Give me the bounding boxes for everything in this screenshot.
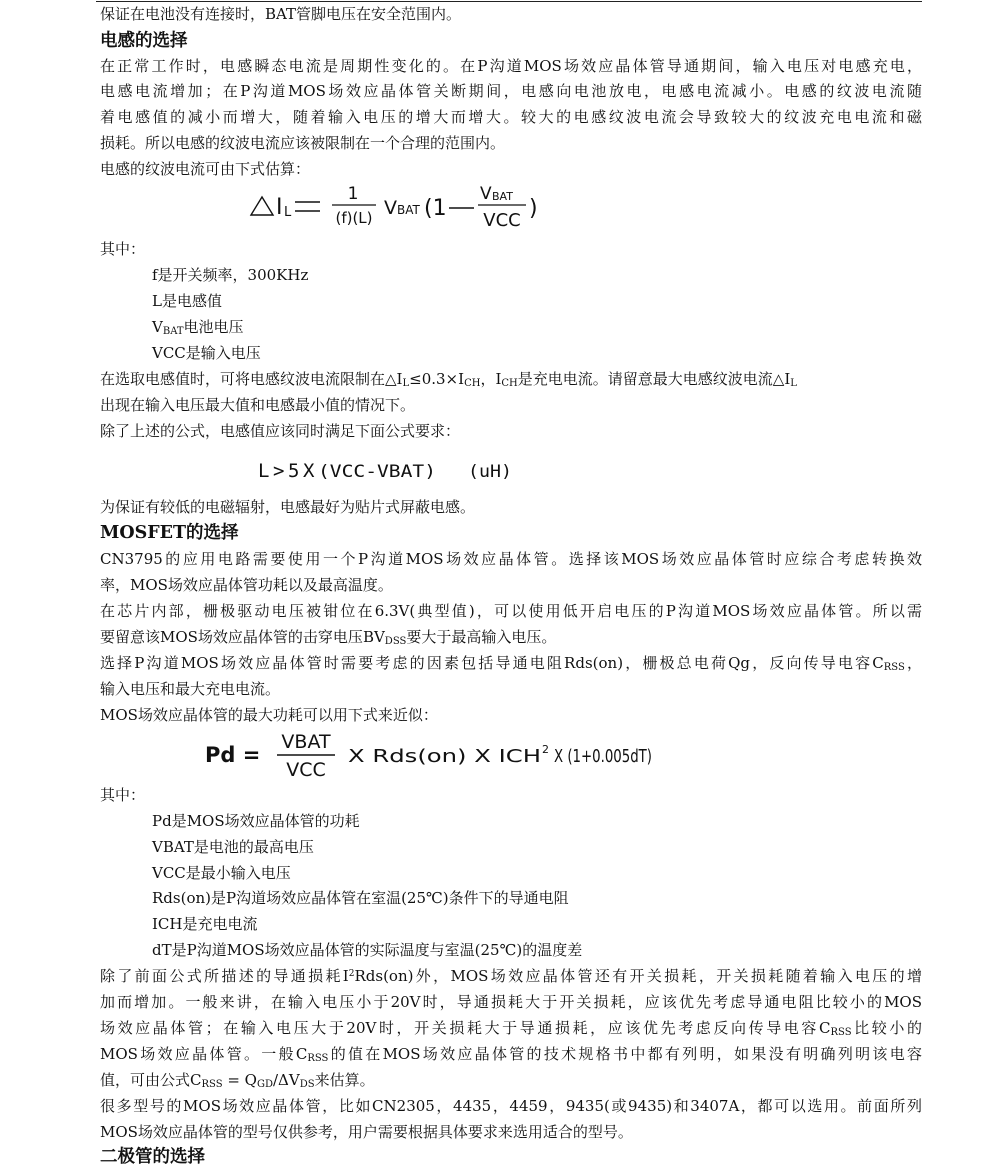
definition-item: VBAT是电池的最高电压: [152, 838, 314, 856]
top-rule: [96, 1, 922, 2]
text-line: 在选取电感值时，可将电感纹波电流限制在$\triangle I_L\le 0.3\times I_{CH}$，$I_{CH}$是充电电流。请留意最大电感纹波电流$\triangle I_L$: [100, 370, 797, 389]
svg-text:(VCC-VBAT): (VCC-VBAT): [318, 462, 436, 482]
svg-text:5: 5: [288, 460, 300, 482]
svg-text:I: I: [276, 195, 283, 220]
power-dissipation-formula-graphic: [204, 731, 664, 781]
svg-text:X: X: [303, 460, 315, 482]
svg-text:VBAT: VBAT: [281, 731, 331, 753]
svg-text:V: V: [480, 184, 492, 204]
svg-text:2: 2: [542, 743, 549, 756]
definition-item: VCC是输入电压: [152, 344, 261, 362]
text-line: 为保证有较低的电磁辐射，电感最好为贴片式屏蔽电感。: [100, 498, 476, 516]
text-line: CN3795的应用电路需要使用一个P沟道MOS场效应晶体管。选择该MOS场效应晶体管时应综合考虑转换效: [100, 550, 922, 568]
text-line: 其中：: [100, 786, 146, 804]
definition-item: VCC是最小输入电压: [152, 864, 291, 882]
definition-item: f是开关频率，300KHz: [152, 266, 309, 284]
definition-item: L是电感值: [152, 292, 222, 310]
text-line: MOS场效应晶体管的型号仅供参考，用户需要根据具体要求来选用适合的型号。: [100, 1123, 633, 1141]
text-line: 很多型号的MOS场效应晶体管，比如CN2305，4435，4459，9435(或9435)和3407A，都可以选用。前面所列: [100, 1097, 922, 1115]
svg-text:X Rds(on) X ICH: X Rds(on) X ICH: [348, 746, 541, 767]
svg-text:>: >: [273, 460, 285, 482]
min-inductance-formula-graphic: [256, 456, 516, 486]
text-line: 着电感值的减小而增大，随着输入电压的增大而增大。较大的电感纹波电流会导致较大的纹波充电电流和磁: [100, 108, 922, 126]
text-line: 要留意该MOS场效应晶体管的击穿电压$BV_{DSS}$要大于最高输入电压。: [100, 628, 557, 647]
svg-text:1: 1: [347, 184, 359, 204]
text-line: 损耗。所以电感的纹波电流应该被限制在一个合理的范围内。: [100, 134, 506, 152]
svg-text:Pd =: Pd =: [205, 743, 261, 767]
svg-text:): ): [529, 196, 538, 221]
svg-text:X (1+0.005dT): X (1+0.005dT): [554, 746, 652, 767]
text-line: 除了上述的公式，电感值应该同时满足下面公式要求：: [100, 422, 461, 440]
ripple-current-formula: [248, 183, 548, 231]
text-line: MOS场效应晶体管的最大功耗可以用下式来近似：: [100, 706, 438, 724]
definition-item: dT是P沟道MOS场效应晶体管的实际温度与室温(25℃)的温度差: [152, 941, 583, 959]
svg-text:L: L: [284, 205, 292, 220]
svg-text:BAT: BAT: [492, 190, 513, 203]
text-line: 电感的纹波电流可由下式估算：: [100, 160, 311, 178]
text-line: 值，可由公式$C_{RSS} = Q_{GD}/\Delta V_{DS}$来估算。: [100, 1071, 375, 1090]
text-line: 在正常工作时，电感瞬态电流是周期性变化的。在P沟道MOS场效应晶体管导通期间，输入电压对电感充电，: [100, 57, 922, 75]
text-line: 保证在电池没有连接时，BAT管脚电压在安全范围内。: [100, 5, 462, 23]
svg-text:L: L: [258, 460, 270, 482]
power-dissipation-formula: [204, 731, 664, 785]
text-line: 选择P沟道MOS场效应晶体管时需要考虑的因素包括导通电阻Rds(on)，栅极总电荷Qg，反向传导电容$C_{RSS}$，: [100, 654, 922, 673]
svg-text:(uH): (uH): [468, 462, 512, 482]
text-line: 其中：: [100, 240, 146, 258]
svg-text:VCC: VCC: [286, 759, 326, 781]
svg-text:BAT: BAT: [397, 203, 420, 217]
section-heading-mosfet: MOSFET的选择: [100, 523, 239, 543]
definition-item: Rds(on)是P沟道场效应晶体管在室温(25℃)条件下的导通电阻: [152, 889, 569, 907]
min-inductance-formula: [256, 456, 516, 490]
svg-text:(1: (1: [424, 196, 447, 221]
section-heading-inductor: 电感的选择: [100, 31, 188, 51]
svg-text:VCC: VCC: [483, 210, 521, 231]
text-line: 率，MOS场效应晶体管功耗以及最高温度。: [100, 576, 393, 594]
section-heading-diode: 二极管的选择: [100, 1147, 205, 1167]
definition-item: ICH是充电电流: [152, 915, 258, 933]
definition-item: Pd是MOS场效应晶体管的功耗: [152, 812, 360, 830]
definition-item: $V_{BAT}$电池电压: [152, 318, 244, 337]
text-line: 除了前面公式所描述的导通损耗$I^2Rds(on)$外，MOS场效应晶体管还有开关损耗，开关损耗随着输入电压的增: [100, 967, 922, 985]
text-line: MOS场效应晶体管。一般$C_{RSS}$的值在MOS场效应晶体管的技术规格书中都有列明，如果没有明确列明该电容: [100, 1045, 922, 1064]
svg-text:V: V: [384, 197, 397, 219]
ripple-current-formula-graphic: [248, 183, 548, 231]
text-line: 场效应晶体管；在输入电压大于20V时，开关损耗大于导通损耗，应该优先考虑反向传导电容$C_{RSS}$比较小的: [100, 1019, 922, 1038]
svg-text:(f)(L): (f)(L): [335, 209, 373, 227]
text-line: 电感电流增加；在P沟道MOS场效应晶体管关断期间，电感向电池放电，电感电流减小。电感的纹波电流随: [100, 82, 922, 100]
text-line: 出现在输入电压最大值和电感最小值的情况下。: [100, 396, 416, 414]
text-line: 加而增加。一般来讲，在输入电压小于20V时，导通损耗大于开关损耗，应该优先考虑导通电阻比较小的MOS: [100, 993, 922, 1011]
text-line: 在芯片内部，栅极驱动电压被钳位在6.3V(典型值)，可以使用低开启电压的P沟道MOS场效应晶体管。所以需: [100, 602, 922, 620]
text-line: 输入电压和最大充电电流。: [100, 680, 281, 698]
